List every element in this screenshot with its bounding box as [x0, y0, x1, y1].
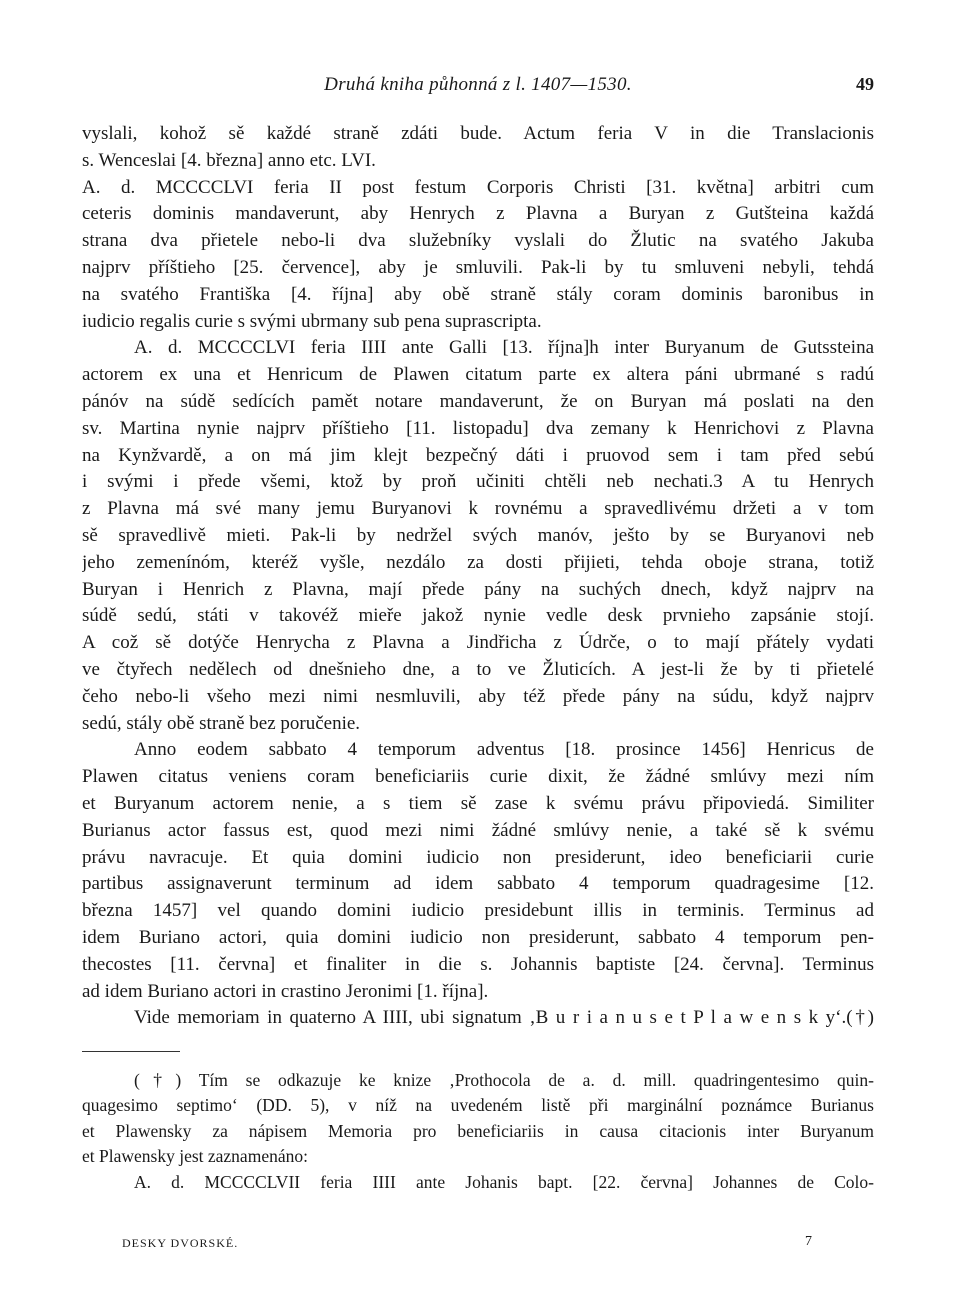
text-line: A. d. MCCCCLVI feria II post festum Corporis Christi [31. května] arbitri cum [82, 176, 874, 198]
text-line: iudicio regalis curie s svými ubrmany sub pena suprascripta. [82, 310, 542, 332]
text-line: Buryan i Henrich z Plavna, mají přede pány na suchých dnech, když najprv na [82, 578, 874, 600]
text-line: ve čtyřech nedělech od dnešnieho dne, a to ve Žluticích. A jest-li že by ti přietelé [82, 658, 874, 680]
text-line: z Plavna má své many jemu Buryanovi k rovnému a spravedlivému držeti a v tom [82, 498, 874, 520]
text-line: Vide memoriam in quaterno A IIII, ubi signatum ‚B u r i a n u s e t P l a w e n s k y‘.(†) [134, 1007, 874, 1029]
footnote-line: (†) Tím se odkazuje ke knize ‚Prothocola de a. d. mill. quadringentesimo quin- [134, 1070, 874, 1090]
text-line: súdě sedú, státi v takovéž mieře jakož nynie vedle desk prvnieho zapsánie stojí. [82, 605, 874, 627]
text-line: strana dva přietele nebo-li dva služebníky vyslali do Žlutic na svatého Jakuba [82, 230, 874, 252]
text-line: na svatého Františka [4. října] aby obě straně stály coram dominis baronibus in [82, 283, 874, 305]
running-title: Druhá kniha půhonná z l. 1407—1530. [324, 74, 632, 95]
text-line: partibus assignaverunt terminum ad idem sabbato 4 temporum quadragesime [12. [82, 873, 874, 895]
text-line: s. Wenceslai [4. března] anno etc. LVI. [82, 149, 376, 171]
footnote-line: A. d. MCCCCLVII feria IIII ante Johanis bapt. [22. června] Johannes de Colo- [134, 1171, 874, 1192]
text-line: pánóv na súdě sedících pamět notare mandaverunt, že on Buryan má poslati na den [82, 390, 874, 412]
text-line: idem Buriano actori, quia domini iudicio non presiderunt, sabbato 4 temporum pen- [82, 926, 874, 948]
text-line: et Buryanum actorem nenie, a s tiem sě zase k svému právu připoviedá. Similiter [82, 792, 874, 814]
text-line: ceteris dominis mandaverunt, aby Henrych z Plavna a Buryan z Gutšteina každá [82, 203, 874, 225]
text-line: actorem ex una et Henricum de Plawen citatum parte ex altera páni ubrmané s radú [82, 364, 874, 386]
text-line: vyslali, kohož sě každé straně zdáti bude. Actum feria V in die Translacionis [82, 123, 874, 144]
text-line: najprv příštieho [25. července], aby je smluvili. Pak-li by tu smluveni nebyli, tehdá [82, 256, 874, 278]
text-line: A což sě dotýče Henrycha z Plavna a Jindřicha z Údrče, o to mají přátely vydati [82, 632, 874, 654]
main-text [82, 121, 874, 1032]
text-line: ad idem Buriano actori in crastino Jeronimi [1. října]. [82, 980, 489, 1002]
text-line: právu navracuje. Et quia domini iudicio non presiderunt, ideo beneficiarii curie [82, 846, 874, 868]
footnote-line: quagesimo septimo‘ (DD. 5), v níž na uvedeném listě při marginální poznámce Burianus [82, 1095, 874, 1116]
footnote-separator [82, 1051, 180, 1052]
text-line: A. d. MCCCCLVI feria IIII ante Galli [13. října]h inter Buryanum de Gutssteina [134, 337, 874, 359]
running-head [82, 74, 874, 100]
text-line: Burianus actor fassus est, quod mezi nimi žádné smlúvy nenie, a také sě k svému [82, 819, 874, 841]
footnotes [82, 1068, 874, 1195]
text-line: Plawen citatus veniens coram beneficiariis curie dixit, že žádné smlúvy mezi ním [82, 766, 874, 788]
footnote-line: et Plawensky jest zaznamenáno: [82, 1146, 308, 1167]
sheet-number: 7 [805, 1234, 812, 1249]
text-line: sedú, stály obě straně bez poručenie. [82, 712, 361, 734]
text-line: i svými i přede všemi, ktož by proň učiniti chtěli neb nechati.3 A tu Henrych [82, 471, 874, 493]
page-number: 49 [856, 74, 874, 94]
text-line: sě spravedlivě mieti. Pak-li by nedržel svých manóv, ješto by se Buryanovi neb [82, 524, 874, 546]
text-line: března 1457] vel quando domini iudicio presidebunt illis in terminis. Terminus ad [82, 900, 874, 922]
text-line: jeho zemenínóm, kteréž vyšle, nezdálo za dosti přijieti, tehda oboje strana, totiž [82, 551, 874, 573]
text-line: Anno eodem sabbato 4 temporum adventus [18. prosince 1456] Henricus de [134, 739, 874, 761]
printer-signature: DESKY DVORSKÉ. [122, 1236, 239, 1250]
text-line: sv. Martina nynie najprv příštieho [11. listopadu] dva zemany k Henrichovi z Plavna [82, 417, 874, 439]
text-line: čeho nebo-li všeho mezi nimi nesmluvili, aby též přede pány na súdu, když najprv [82, 685, 874, 707]
text-line: na Kynžvardě, a on má jim klejt bezpečný dáti i pruovod sem i tam před sebú [82, 444, 874, 466]
footnote-line: et Plawensky za nápisem Memoria pro beneficiariis in causa citacionis inter Buryanum [82, 1120, 874, 1141]
text-line: thecostes [11. června] et finaliter in die s. Johannis baptiste [24. června]. Terminus [82, 953, 874, 975]
